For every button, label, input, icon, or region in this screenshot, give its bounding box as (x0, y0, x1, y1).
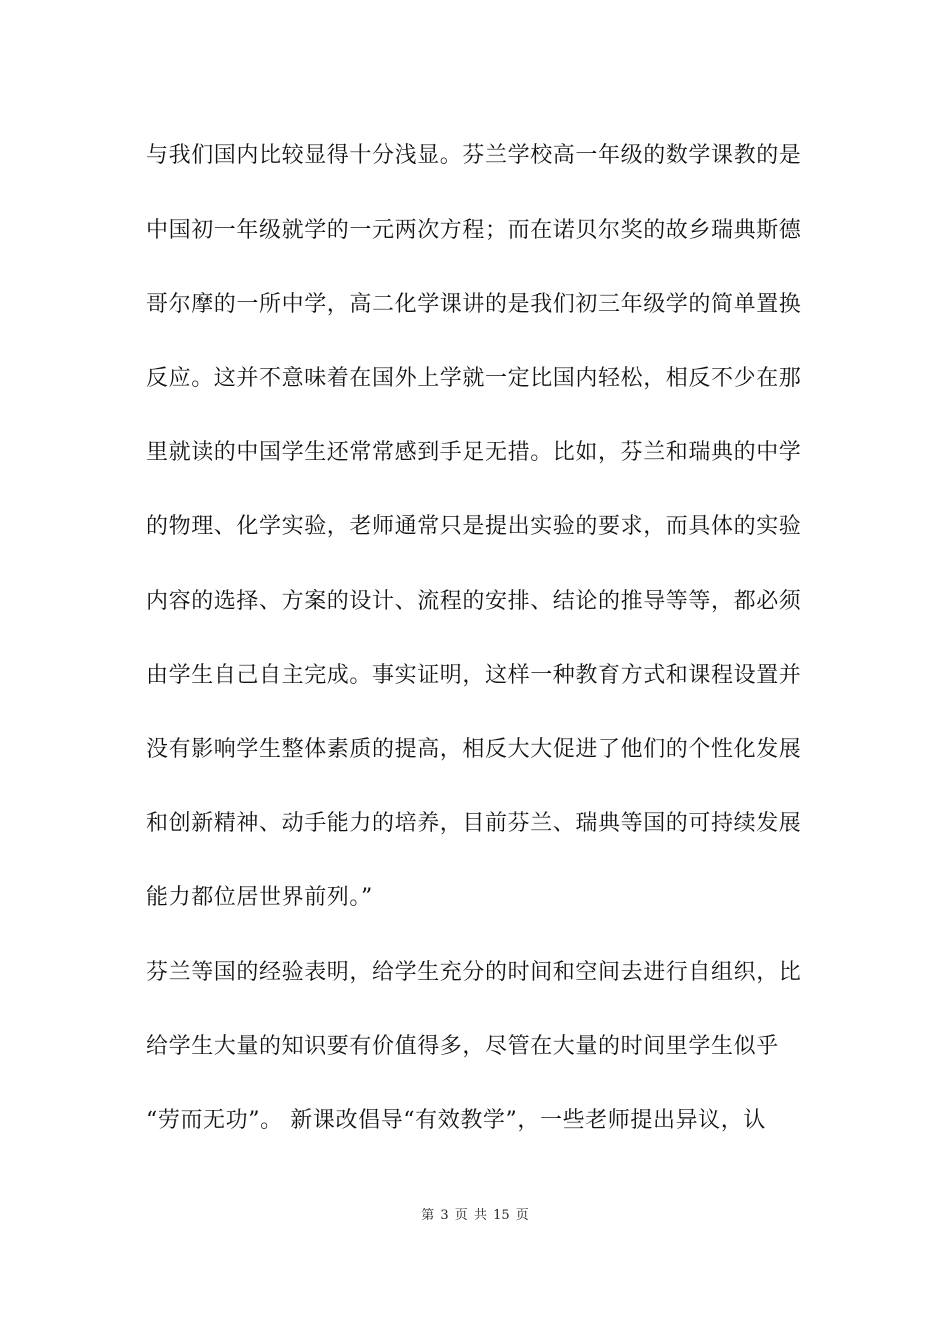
text-line: 芬兰等国的经验表明，给学生充分的时间和空间去进行自组织，比 (146, 960, 802, 985)
text-line: 里就读的中国学生还常常感到手足无措。比如，芬兰和瑞典的中学 (146, 440, 802, 465)
text-line: 和创新精神、动手能力的培养，目前芬兰、瑞典等国的可持续发展 (146, 811, 802, 836)
footer-total-word: 共 (473, 1208, 487, 1223)
footer-prefix: 第 (421, 1208, 435, 1223)
text-line: 给学生大量的知识要有价值得多，尽管在大量的时间里学生似乎 (146, 1034, 779, 1059)
text-line: 内容的选择、方案的设计、流程的安排、结论的推导等等，都必须 (146, 589, 802, 614)
footer-current-page: 3 (440, 1208, 449, 1223)
text-line: “劳而无功”。 新课改倡导“有效教学”，一些老师提出异议，认 (146, 1108, 766, 1133)
text-line: 的物理、化学实验，老师通常只是提出实验的要求，而具体的实验 (146, 514, 802, 539)
text-line: 反应。这并不意味着在国外上学就一定比国内轻松，相反不少在那 (146, 366, 802, 391)
text-line: 没有影响学生整体素质的提高，相反大大促进了他们的个性化发展 (146, 737, 802, 762)
text-line: 由学生自己自主完成。事实证明，这样一种教育方式和课程设置并 (146, 663, 802, 688)
footer-page-word: 页 (454, 1208, 468, 1223)
text-line: 能力都位居世界前列。” (146, 885, 373, 910)
text-line: 哥尔摩的一所中学，高二化学课讲的是我们初三年级学的简单置换 (146, 292, 802, 317)
footer-total-pages: 15 (493, 1208, 510, 1223)
text-line: 中国初一年级就学的一元两次方程；而在诺贝尔奖的故乡瑞典斯德 (146, 218, 802, 243)
page-footer (0, 1207, 950, 1225)
text-line: 与我们国内比较显得十分浅显。芬兰学校高一年级的数学课教的是 (146, 143, 802, 168)
footer-suffix: 页 (515, 1208, 529, 1223)
